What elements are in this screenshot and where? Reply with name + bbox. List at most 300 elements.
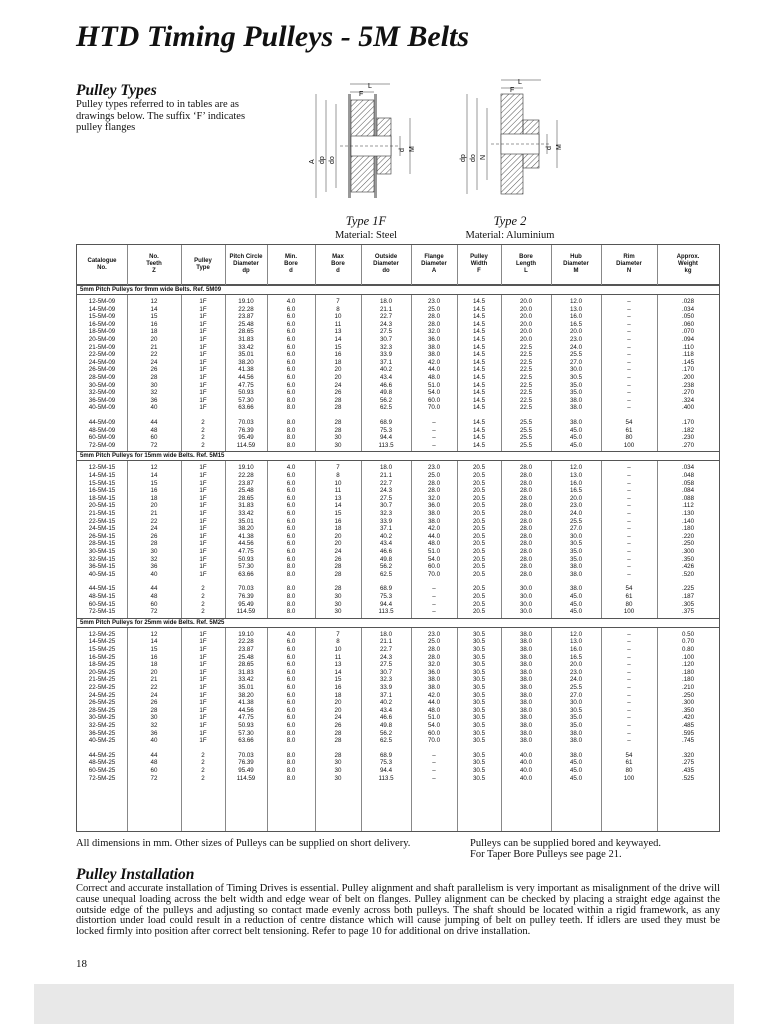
cell-max-bore: 15 xyxy=(334,510,342,517)
svg-text:dp: dp xyxy=(460,154,467,162)
cell-pulley-width: 30.5 xyxy=(472,774,486,782)
cell-bore-length: 38.0 xyxy=(519,722,533,729)
cell-pulley-type: 2 xyxy=(201,759,205,767)
cell-catalogue-no: 15-5M-25 xyxy=(88,646,116,653)
cell-rim-diameter: – xyxy=(627,722,631,729)
cell-pitch-diameter: 23.87 xyxy=(238,313,254,321)
cell-bore-length: 28.0 xyxy=(519,472,533,479)
cell-hub-diameter: 16.5 xyxy=(569,487,583,495)
type1-caption: Type 1F xyxy=(345,214,387,228)
svg-text:do: do xyxy=(329,156,336,164)
cell-rim-diameter: – xyxy=(627,351,631,359)
cell-catalogue-no: 18-5M-09 xyxy=(88,328,116,336)
cell-bore-length: 22.5 xyxy=(519,351,533,359)
cell-catalogue-no: 44-5M-15 xyxy=(88,585,116,593)
cell-flange-diameter: 38.0 xyxy=(427,351,441,359)
cell-hub-diameter: 20.0 xyxy=(569,494,583,502)
cell-pulley-width: 30.5 xyxy=(472,737,486,745)
cell-pulley-type: 1F xyxy=(199,396,207,404)
cell-pulley-type: 1F xyxy=(199,676,207,684)
cell-rim-diameter: – xyxy=(627,464,631,472)
cell-teeth: 26 xyxy=(150,366,158,374)
cell-hub-diameter: 38.0 xyxy=(569,737,583,745)
cell-flange-diameter: 54.0 xyxy=(427,389,441,397)
table-row xyxy=(77,351,719,359)
cell-hub-diameter: 30.0 xyxy=(569,366,583,374)
cell-pulley-width: 14.5 xyxy=(472,434,486,442)
cell-bore-length: 28.0 xyxy=(519,555,533,563)
cell-max-bore: 16 xyxy=(334,684,342,691)
cell-weight: .170 xyxy=(681,419,695,426)
cell-min-bore: 8.0 xyxy=(286,774,296,782)
cell-outside-diameter: 32.3 xyxy=(379,510,393,517)
cell-min-bore: 4.0 xyxy=(286,464,296,472)
cell-outside-diameter: 68.9 xyxy=(379,419,393,426)
cell-flange-diameter: 25.0 xyxy=(427,305,441,313)
cell-pulley-type: 1F xyxy=(199,366,207,374)
cell-bore-length: 38.0 xyxy=(519,737,533,745)
cell-max-bore: 28 xyxy=(334,419,342,426)
cell-pitch-diameter: 38.20 xyxy=(238,691,254,699)
cell-flange-diameter: 48.0 xyxy=(427,540,441,548)
table-row xyxy=(77,654,719,662)
table-row xyxy=(77,359,719,367)
cell-hub-diameter: 38.0 xyxy=(569,585,583,593)
cell-teeth: 22 xyxy=(150,517,158,525)
cell-hub-diameter: 45.0 xyxy=(569,426,583,434)
cell-pulley-width: 20.5 xyxy=(472,525,486,533)
cell-pulley-width: 30.5 xyxy=(472,684,486,691)
cell-bore-length: 40.0 xyxy=(519,751,533,759)
table-row xyxy=(77,669,719,677)
cell-min-bore: 8.0 xyxy=(286,585,296,593)
cell-hub-diameter: 13.0 xyxy=(569,638,583,646)
cell-flange-diameter: – xyxy=(432,426,436,434)
cell-min-bore: 8.0 xyxy=(286,729,296,737)
cell-pulley-width: 20.5 xyxy=(472,548,486,555)
cell-hub-diameter: 16.0 xyxy=(569,479,583,487)
cell-outside-diameter: 43.4 xyxy=(379,706,393,714)
cell-min-bore: 6.0 xyxy=(286,668,296,676)
cell-weight: .324 xyxy=(681,396,695,404)
table-row xyxy=(77,767,719,775)
cell-catalogue-no: 30-5M-15 xyxy=(88,548,116,555)
cell-hub-diameter: 45.0 xyxy=(569,434,583,442)
cell-bore-length: 28.0 xyxy=(519,548,533,555)
cell-weight: .034 xyxy=(681,464,695,472)
cell-max-bore: 13 xyxy=(334,661,342,669)
cell-rim-diameter: 80 xyxy=(625,600,633,608)
cell-max-bore: 8 xyxy=(336,638,340,646)
cell-teeth: 36 xyxy=(150,396,158,404)
cell-flange-diameter: 28.0 xyxy=(427,313,441,321)
cell-max-bore: 30 xyxy=(334,600,342,608)
cell-flange-diameter: – xyxy=(432,759,436,767)
cell-pulley-type: 1F xyxy=(199,570,207,578)
cell-weight: .200 xyxy=(681,374,695,381)
cell-rim-diameter: – xyxy=(627,381,631,389)
cell-bore-length: 28.0 xyxy=(519,525,533,533)
header-flange-diameter: Flange Diameter A xyxy=(421,254,447,274)
cell-bore-length: 22.5 xyxy=(519,366,533,374)
cell-teeth: 18 xyxy=(150,494,158,502)
cell-pulley-width: 20.5 xyxy=(472,472,486,479)
cell-catalogue-no: 48-5M-09 xyxy=(88,426,116,434)
cell-pitch-diameter: 47.75 xyxy=(238,381,254,389)
cell-teeth: 12 xyxy=(150,298,158,305)
cell-weight: .350 xyxy=(681,555,695,563)
cell-catalogue-no: 16-5M-15 xyxy=(88,487,116,495)
cell-pulley-width: 14.5 xyxy=(472,366,486,374)
table-row xyxy=(77,397,719,405)
cell-weight: .140 xyxy=(681,517,695,525)
table-row xyxy=(77,502,719,510)
cell-weight: .225 xyxy=(681,585,695,593)
cell-max-bore: 7 xyxy=(336,298,340,305)
table-row xyxy=(77,525,719,533)
cell-outside-diameter: 113.5 xyxy=(378,441,394,449)
cell-weight: .420 xyxy=(681,714,695,722)
cell-pitch-diameter: 70.03 xyxy=(238,585,254,593)
cell-min-bore: 6.0 xyxy=(286,532,296,540)
cell-pulley-width: 14.5 xyxy=(472,298,486,305)
cell-pitch-diameter: 31.83 xyxy=(238,668,254,676)
cell-pitch-diameter: 70.03 xyxy=(238,419,254,426)
footnote-taper: For Taper Bore Pulleys see page 21. xyxy=(470,849,622,860)
cell-min-bore: 8.0 xyxy=(286,404,296,412)
cell-catalogue-no: 16-5M-09 xyxy=(88,320,116,328)
cell-teeth: 32 xyxy=(150,722,158,729)
cell-max-bore: 8 xyxy=(336,305,340,313)
cell-max-bore: 24 xyxy=(334,714,342,722)
cell-rim-diameter: – xyxy=(627,570,631,578)
cell-flange-diameter: – xyxy=(432,419,436,426)
svg-text:M: M xyxy=(409,146,416,152)
cell-flange-diameter: 70.0 xyxy=(427,737,441,745)
cell-pitch-diameter: 57.30 xyxy=(238,729,254,737)
cell-hub-diameter: 45.0 xyxy=(569,608,583,616)
cell-teeth: 40 xyxy=(150,404,158,412)
cell-outside-diameter: 56.2 xyxy=(379,396,393,404)
svg-text:A: A xyxy=(309,159,316,164)
cell-catalogue-no: 18-5M-15 xyxy=(88,494,116,502)
table-row xyxy=(77,472,719,480)
cell-hub-diameter: 23.0 xyxy=(569,668,583,676)
cell-max-bore: 20 xyxy=(334,532,342,540)
cell-teeth: 15 xyxy=(150,646,158,653)
cell-teeth: 26 xyxy=(150,532,158,540)
cell-weight: .028 xyxy=(681,298,695,305)
cell-weight: .112 xyxy=(682,502,694,510)
cell-pulley-type: 1F xyxy=(199,563,207,571)
cell-pitch-diameter: 44.56 xyxy=(238,706,254,714)
header-bore-length: Bore Length L xyxy=(516,254,536,274)
cell-flange-diameter: 36.0 xyxy=(427,502,441,510)
cell-pitch-diameter: 114.59 xyxy=(236,774,256,782)
cell-min-bore: 6.0 xyxy=(286,305,296,313)
table-row xyxy=(77,344,719,352)
cell-pulley-width: 14.5 xyxy=(472,426,486,434)
cell-pitch-diameter: 35.01 xyxy=(238,517,254,525)
cell-rim-diameter: – xyxy=(627,510,631,517)
cell-catalogue-no: 26-5M-25 xyxy=(88,699,116,707)
cell-teeth: 15 xyxy=(150,313,158,321)
table-row xyxy=(77,313,719,321)
cell-teeth: 21 xyxy=(150,343,158,351)
cell-pulley-type: 1F xyxy=(199,729,207,737)
table-row xyxy=(77,533,719,541)
cell-outside-diameter: 33.9 xyxy=(379,517,393,525)
cell-bore-length: 28.0 xyxy=(519,494,533,502)
table-row xyxy=(77,306,719,314)
cell-bore-length: 40.0 xyxy=(519,774,533,782)
table-row xyxy=(77,464,719,472)
cell-weight: .060 xyxy=(681,320,695,328)
cell-max-bore: 18 xyxy=(334,525,342,533)
cell-catalogue-no: 30-5M-09 xyxy=(88,381,116,389)
cell-outside-diameter: 24.3 xyxy=(379,487,393,495)
cell-min-bore: 8.0 xyxy=(286,570,296,578)
cell-bore-length: 40.0 xyxy=(519,767,533,774)
cell-teeth: 21 xyxy=(150,510,158,517)
cell-pulley-type: 1F xyxy=(199,691,207,699)
cell-weight: .034 xyxy=(681,305,695,313)
cell-pulley-width: 30.5 xyxy=(472,722,486,729)
table-row xyxy=(77,389,719,397)
cell-hub-diameter: 38.0 xyxy=(569,570,583,578)
cell-min-bore: 6.0 xyxy=(286,487,296,495)
cell-bore-length: 22.5 xyxy=(519,381,533,389)
cell-outside-diameter: 75.3 xyxy=(379,426,393,434)
cell-min-bore: 8.0 xyxy=(286,419,296,426)
cell-outside-diameter: 33.9 xyxy=(379,684,393,691)
cell-pulley-width: 20.5 xyxy=(472,593,486,600)
cell-pulley-width: 14.5 xyxy=(472,419,486,426)
cell-flange-diameter: 36.0 xyxy=(427,668,441,676)
cell-catalogue-no: 30-5M-25 xyxy=(88,714,116,722)
cell-catalogue-no: 22-5M-15 xyxy=(88,517,116,525)
cell-flange-diameter: 42.0 xyxy=(427,358,441,366)
table-row xyxy=(77,722,719,730)
cell-bore-length: 28.0 xyxy=(519,517,533,525)
cell-catalogue-no: 26-5M-15 xyxy=(88,532,116,540)
cell-hub-diameter: 13.0 xyxy=(569,472,583,479)
cell-pulley-type: 1F xyxy=(199,328,207,336)
cell-max-bore: 30 xyxy=(334,767,342,774)
table-row xyxy=(77,737,719,745)
cell-min-bore: 8.0 xyxy=(286,563,296,571)
cell-max-bore: 28 xyxy=(334,737,342,745)
cell-bore-length: 38.0 xyxy=(519,653,533,661)
cell-outside-diameter: 46.6 xyxy=(379,714,393,722)
cell-weight: 0.70 xyxy=(681,638,695,646)
cell-min-bore: 6.0 xyxy=(286,722,296,729)
page-number: 18 xyxy=(76,958,87,970)
cell-pitch-diameter: 70.03 xyxy=(238,751,254,759)
cell-outside-diameter: 37.1 xyxy=(379,525,393,533)
cell-outside-diameter: 21.1 xyxy=(379,472,393,479)
cell-weight: .070 xyxy=(681,328,695,336)
cell-max-bore: 30 xyxy=(334,774,342,782)
cell-outside-diameter: 22.7 xyxy=(379,479,393,487)
cell-pitch-diameter: 35.01 xyxy=(238,351,254,359)
cell-min-bore: 6.0 xyxy=(286,684,296,691)
cell-outside-diameter: 33.9 xyxy=(379,351,393,359)
cell-catalogue-no: 44-5M-25 xyxy=(88,751,116,759)
table-row xyxy=(77,495,719,503)
cell-catalogue-no: 12-5M-25 xyxy=(88,630,116,638)
cell-bore-length: 30.0 xyxy=(519,593,533,600)
cell-hub-diameter: 16.5 xyxy=(569,653,583,661)
table-row xyxy=(77,692,719,700)
table-row xyxy=(77,571,719,579)
pulley-types-heading: Pulley Types xyxy=(76,82,157,99)
cell-pulley-type: 1F xyxy=(199,351,207,359)
cell-max-bore: 28 xyxy=(334,729,342,737)
cell-teeth: 44 xyxy=(150,419,158,426)
cell-teeth: 14 xyxy=(150,472,158,479)
cell-pulley-type: 1F xyxy=(199,630,207,638)
cell-bore-length: 20.0 xyxy=(519,313,533,321)
cell-bore-length: 20.0 xyxy=(519,328,533,336)
cell-pulley-width: 20.5 xyxy=(472,585,486,593)
cell-catalogue-no: 12-5M-09 xyxy=(88,298,116,305)
cell-max-bore: 28 xyxy=(334,404,342,412)
cell-rim-diameter: – xyxy=(627,699,631,707)
cell-max-bore: 30 xyxy=(334,608,342,616)
cell-min-bore: 6.0 xyxy=(286,366,296,374)
cell-teeth: 20 xyxy=(150,502,158,510)
cell-rim-diameter: – xyxy=(627,714,631,722)
cell-teeth: 72 xyxy=(150,774,158,782)
cell-teeth: 12 xyxy=(150,630,158,638)
cell-pitch-diameter: 76.39 xyxy=(238,759,254,767)
cell-max-bore: 16 xyxy=(334,517,342,525)
cell-outside-diameter: 49.8 xyxy=(379,389,393,397)
cell-pulley-type: 1F xyxy=(199,298,207,305)
table-row xyxy=(77,518,719,526)
cell-pulley-type: 1F xyxy=(199,699,207,707)
cell-weight: .485 xyxy=(681,722,695,729)
table-row xyxy=(77,419,719,427)
cell-outside-diameter: 46.6 xyxy=(379,381,393,389)
cell-catalogue-no: 20-5M-15 xyxy=(88,502,116,510)
table-row xyxy=(77,585,719,593)
cell-outside-diameter: 75.3 xyxy=(379,759,393,767)
cell-pulley-type: 1F xyxy=(199,684,207,691)
cell-catalogue-no: 28-5M-15 xyxy=(88,540,116,548)
cell-teeth: 72 xyxy=(150,608,158,616)
cell-pitch-diameter: 50.93 xyxy=(238,555,254,563)
cell-catalogue-no: 40-5M-15 xyxy=(88,570,116,578)
cell-rim-diameter: – xyxy=(627,374,631,381)
table-row xyxy=(77,699,719,707)
table-row xyxy=(77,382,719,390)
cell-teeth: 60 xyxy=(150,767,158,774)
cell-pitch-diameter: 23.87 xyxy=(238,646,254,653)
cell-pitch-diameter: 47.75 xyxy=(238,714,254,722)
cell-max-bore: 14 xyxy=(334,502,342,510)
cell-max-bore: 28 xyxy=(334,751,342,759)
cell-weight: .320 xyxy=(681,751,695,759)
cell-pulley-type: 1F xyxy=(199,305,207,313)
cell-pulley-width: 20.5 xyxy=(472,570,486,578)
cell-outside-diameter: 22.7 xyxy=(379,646,393,653)
cell-bore-length: 25.5 xyxy=(519,419,533,426)
cell-max-bore: 30 xyxy=(334,441,342,449)
cell-outside-diameter: 30.7 xyxy=(379,668,393,676)
cell-catalogue-no: 72-5M-09 xyxy=(88,441,116,449)
cell-pulley-width: 14.5 xyxy=(472,396,486,404)
cell-rim-diameter: – xyxy=(627,638,631,646)
cell-flange-diameter: 32.0 xyxy=(427,328,441,336)
cell-bore-length: 38.0 xyxy=(519,729,533,737)
table-row xyxy=(77,684,719,692)
cell-flange-diameter: 32.0 xyxy=(427,494,441,502)
cell-min-bore: 6.0 xyxy=(286,638,296,646)
cell-pitch-diameter: 63.66 xyxy=(238,404,254,412)
cell-rim-diameter: – xyxy=(627,630,631,638)
cell-teeth: 22 xyxy=(150,684,158,691)
cell-pulley-type: 1F xyxy=(199,494,207,502)
cell-rim-diameter: – xyxy=(627,472,631,479)
cell-hub-diameter: 12.0 xyxy=(569,464,583,472)
cell-min-bore: 6.0 xyxy=(286,336,296,343)
cell-min-bore: 6.0 xyxy=(286,555,296,563)
cell-pulley-width: 20.5 xyxy=(472,487,486,495)
cell-pulley-type: 1F xyxy=(199,472,207,479)
cell-catalogue-no: 36-5M-15 xyxy=(88,563,116,571)
cell-pulley-width: 30.5 xyxy=(472,661,486,669)
cell-flange-diameter: 23.0 xyxy=(427,298,441,305)
cell-flange-diameter: 23.0 xyxy=(427,630,441,638)
cell-pulley-type: 1F xyxy=(199,381,207,389)
cell-max-bore: 13 xyxy=(334,494,342,502)
cell-min-bore: 8.0 xyxy=(286,441,296,449)
cell-weight: .145 xyxy=(681,358,695,366)
type2-caption: Type 2 xyxy=(493,214,527,228)
cell-min-bore: 8.0 xyxy=(286,767,296,774)
svg-text:F: F xyxy=(359,91,364,98)
cell-pitch-diameter: 22.28 xyxy=(238,472,254,479)
cell-min-bore: 8.0 xyxy=(286,426,296,434)
cell-hub-diameter: 35.0 xyxy=(569,722,583,729)
cell-weight: .375 xyxy=(681,608,695,616)
cell-catalogue-no: 44-5M-09 xyxy=(88,419,116,426)
header-pulley-type: Pulley Type xyxy=(194,257,212,271)
cell-pitch-diameter: 33.42 xyxy=(238,510,254,517)
cell-hub-diameter: 30.0 xyxy=(569,699,583,707)
cell-outside-diameter: 30.7 xyxy=(379,336,393,343)
cell-outside-diameter: 24.3 xyxy=(379,320,393,328)
cell-pulley-type: 1F xyxy=(199,464,207,472)
cell-pulley-width: 20.5 xyxy=(472,555,486,563)
cell-pulley-width: 14.5 xyxy=(472,313,486,321)
cell-outside-diameter: 40.2 xyxy=(379,532,393,540)
cell-pitch-diameter: 50.93 xyxy=(238,722,254,729)
cell-max-bore: 18 xyxy=(334,691,342,699)
cell-min-bore: 6.0 xyxy=(286,548,296,555)
cell-bore-length: 20.0 xyxy=(519,336,533,343)
cell-pulley-type: 2 xyxy=(201,600,205,608)
cell-outside-diameter: 32.3 xyxy=(379,343,393,351)
cell-max-bore: 15 xyxy=(334,676,342,684)
cell-pulley-width: 20.5 xyxy=(472,502,486,510)
cell-bore-length: 25.5 xyxy=(519,441,533,449)
header-pulley-width: Pulley Width F xyxy=(470,254,488,274)
cell-weight: .525 xyxy=(681,774,695,782)
cell-bore-length: 38.0 xyxy=(519,714,533,722)
